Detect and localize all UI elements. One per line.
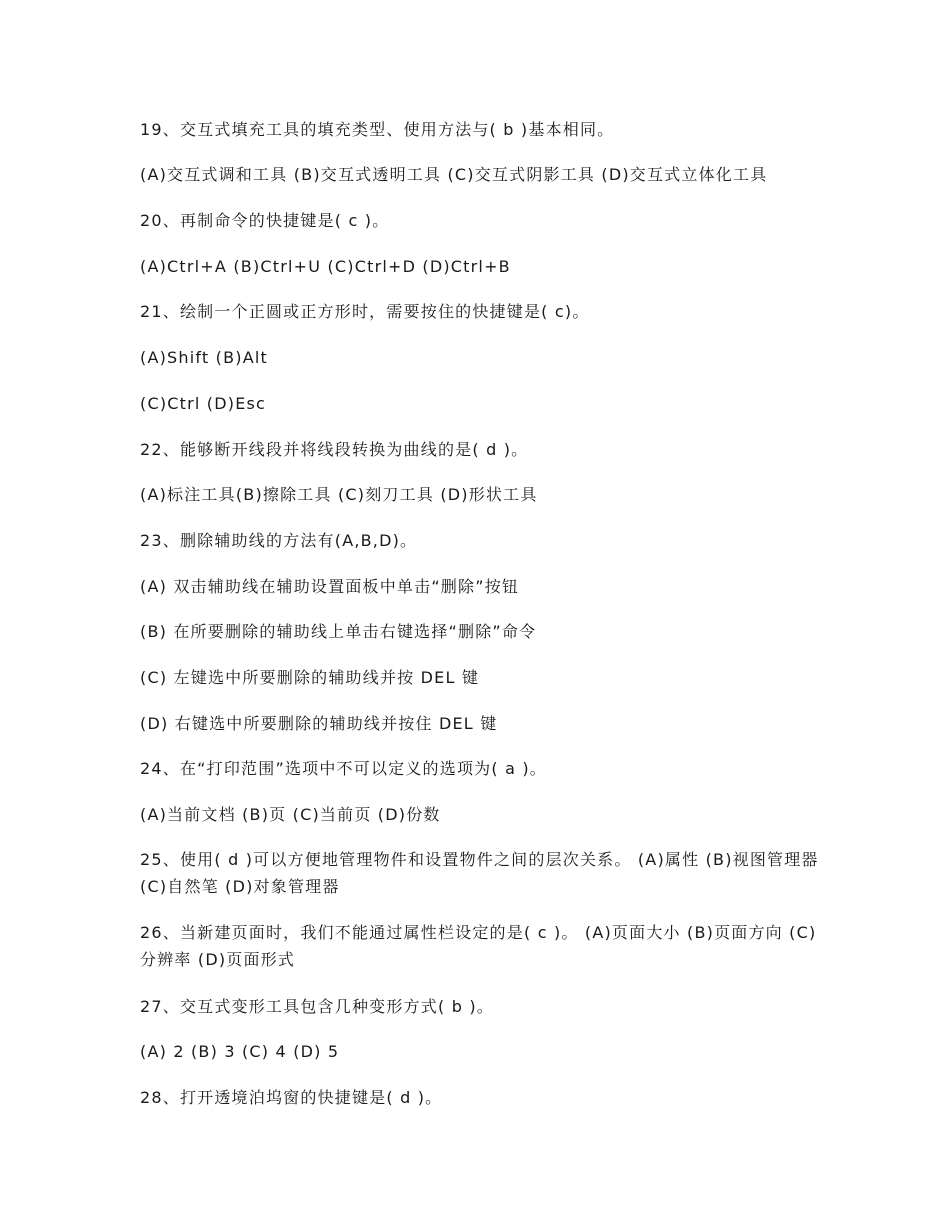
- question-21-options-cd: (C)Ctrl (D)Esc: [140, 394, 267, 413]
- question-23: 23、删除辅助线的方法有(A,B,D)。: [140, 531, 418, 550]
- question-19-options: (A)交互式调和工具 (B)交互式透明工具 (C)交互式阴影工具 (D)交互式立体化工具: [140, 165, 768, 184]
- question-21-options-ab: (A)Shift (B)Alt: [140, 348, 269, 367]
- question-22-options: (A)标注工具(B)擦除工具 (C)刻刀工具 (D)形状工具: [140, 485, 538, 504]
- question-20: 20、再制命令的快捷键是( c )。: [140, 211, 390, 230]
- question-25: 25、使用( d )可以方便地管理物件和设置物件之间的层次关系。 (A)属性 (B)视图管理器 (C)自然笔 (D)对象管理器: [140, 850, 819, 896]
- question-23-option-b: (B) 在所要删除的辅助线上单击右键选择“删除”命令: [140, 622, 537, 641]
- question-23-option-a: (A) 双击辅助线在辅助设置面板中单击“删除”按钮: [140, 577, 520, 596]
- question-23-option-c: (C) 左键选中所要删除的辅助线并按 DEL 键: [140, 668, 480, 687]
- question-19: 19、交互式填充工具的填充类型、使用方法与( b )基本相同。: [140, 120, 615, 139]
- question-27: 27、交互式变形工具包含几种变形方式( b )。: [140, 997, 494, 1016]
- question-21: 21、绘制一个正圆或正方形时，需要按住的快捷键是( c)。: [140, 302, 590, 321]
- question-20-options: (A)Ctrl+A (B)Ctrl+U (C)Ctrl+D (D)Ctrl+B: [140, 257, 511, 276]
- question-27-options: (A) 2 (B) 3 (C) 4 (D) 5: [140, 1042, 340, 1061]
- question-22: 22、能够断开线段并将线段转换为曲线的是( d )。: [140, 440, 529, 459]
- question-24: 24、在“打印范围”选项中不可以定义的选项为( a )。: [140, 759, 547, 778]
- question-26: 26、当新建页面时，我们不能通过属性栏设定的是( c )。 (A)页面大小 (B)页面方向 (C) 分辨率 (D)页面形式: [140, 923, 817, 969]
- question-24-options: (A)当前文档 (B)页 (C)当前页 (D)份数: [140, 805, 441, 824]
- question-23-option-d: (D) 右键选中所要删除的辅助线并按住 DEL 键: [140, 714, 498, 733]
- question-28: 28、打开透境泊坞窗的快捷键是( d )。: [140, 1088, 443, 1107]
